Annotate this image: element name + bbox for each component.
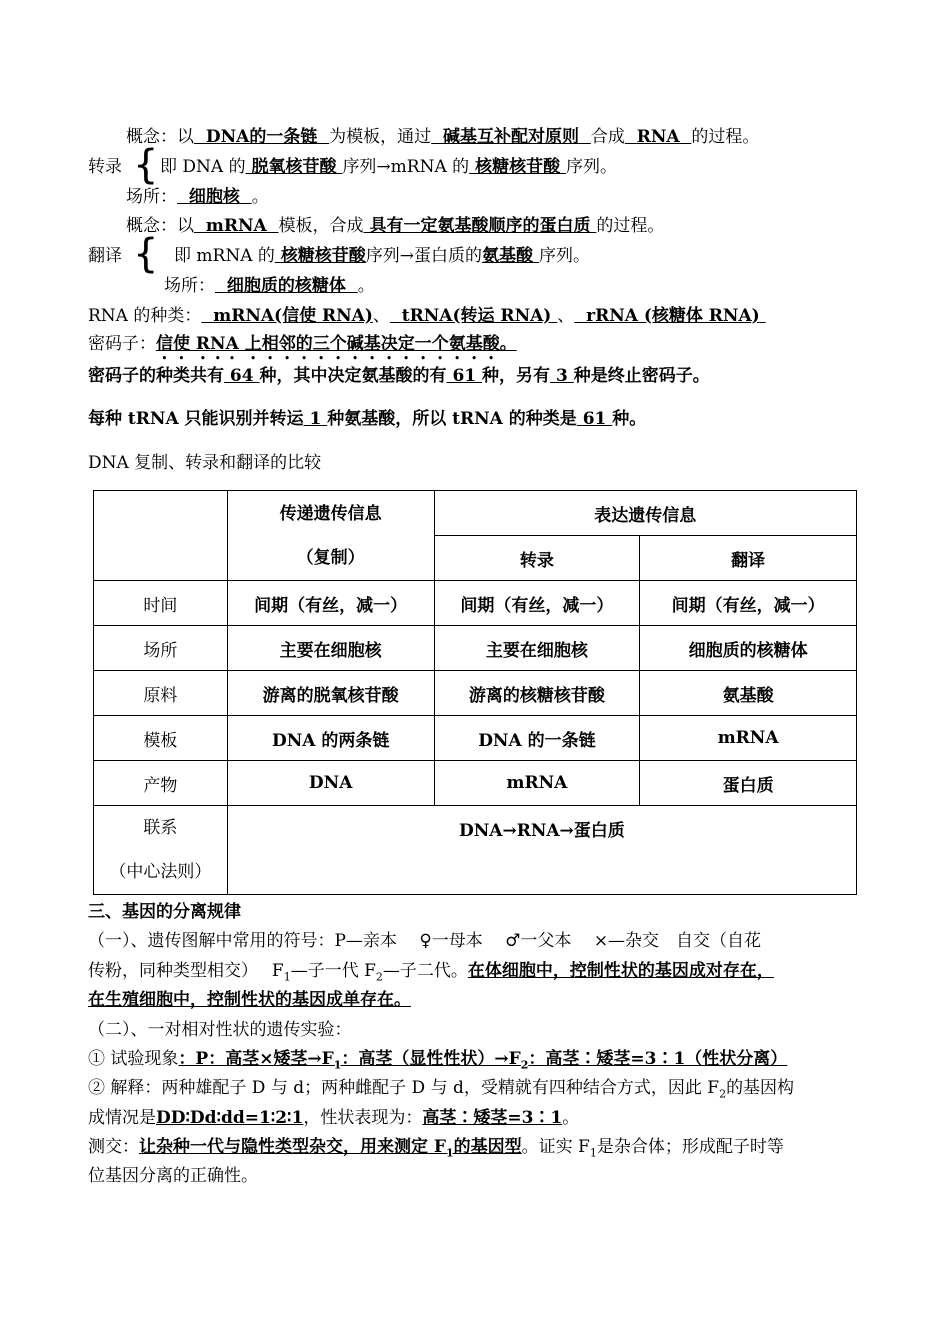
section3-testcross-line1: 测交：让杂种一代与隐性类型杂交，用来测定 $F_1$的基因型。证实 $F_1$是杂合体；形成配子时等 bbox=[88, 1137, 784, 1160]
cell-transcription: mRNA bbox=[434, 761, 640, 806]
header-transcription: 转录 bbox=[434, 536, 640, 581]
translation-label: 翻译 bbox=[88, 246, 122, 266]
section3-experiment-heading: （二）、一对相对性状的遗传实验： bbox=[88, 1020, 352, 1040]
section3-symbols-line1: （一）、遗传图解中常用的符号：P—亲本 ♀一母本 ♂一父本 ×—杂交 自交（自花 bbox=[88, 931, 762, 951]
transcription-site: 场所： 细胞核 。 bbox=[126, 187, 269, 207]
transcription-concept: 概念：以 DNA的一条链 为模板，通过 碱基互补配对原则 合成 RNA 的过程。 bbox=[126, 127, 760, 147]
cell-replication: 主要在细胞核 bbox=[227, 626, 434, 671]
cell-replication: DNA bbox=[227, 761, 434, 806]
cell-replication: 间期（有丝，减一） bbox=[227, 581, 434, 626]
section3-symbols-line3: 在生殖细胞中，控制性状的基因成单存在。 bbox=[88, 990, 411, 1010]
section3-title: 三、基因的分离规律 bbox=[88, 902, 241, 922]
codon-definition: 密码子：信使 RNA 上相邻的三个碱基决定一个氨基酸。 bbox=[88, 334, 517, 354]
header-translation: 翻译 bbox=[640, 536, 857, 581]
rna-types: RNA 的种类： mRNA(信使 RNA)、 tRNA(转运 RNA) 、 rRNA (核糖体 RNA) bbox=[88, 306, 760, 326]
transcription-label: 转录 bbox=[88, 157, 122, 177]
translation-site: 场所： 细胞质的核糖体 。 bbox=[164, 276, 375, 296]
cell-translation: 氨基酸 bbox=[640, 671, 857, 716]
header-pass-info: 传递遗传信息 （复制） bbox=[227, 491, 434, 581]
translation-brace: { bbox=[133, 231, 159, 277]
table-corner-cell bbox=[94, 491, 228, 581]
table-row bbox=[94, 761, 857, 806]
translation-sequence: 即 mRNA 的 核糖核苷酸序列→蛋白质的氨基酸 序列。 bbox=[174, 246, 590, 266]
cell-transcription: 游离的核糖核苷酸 bbox=[434, 671, 640, 716]
header-express-info: 表达遗传信息 bbox=[434, 491, 856, 536]
cell-translation: 细胞质的核糖体 bbox=[640, 626, 857, 671]
table-row bbox=[94, 626, 857, 671]
section3-phenomenon: ① 试验现象：P：高茎×矮茎$\to F_1$：高茎（显性性状）$\to F_2$：高茎∶矮茎=3∶1（性状分离） bbox=[88, 1049, 788, 1072]
row-label: 原料 bbox=[94, 671, 228, 716]
codon-count: 密码子的种类共有 64 种，其中决定氨基酸的有 61 种，另有 3 种是终止密码子。 bbox=[88, 366, 710, 386]
cell-replication: DNA 的两条链 bbox=[227, 716, 434, 761]
trna-statement: 每种 tRNA 只能识别并转运 1 种氨基酸，所以 tRNA 的种类是 61 种。 bbox=[88, 409, 647, 429]
translation-concept: 概念：以 mRNA 模板，合成 具有一定氨基酸顺序的蛋白质 的过程。 bbox=[126, 216, 665, 236]
cell-replication: 游离的脱氧核苷酸 bbox=[227, 671, 434, 716]
comparison-table bbox=[93, 490, 857, 895]
section3-explanation-line1: ② 解释：两种雄配子 D 与 d；两种雌配子 D 与 d，受精就有四种结合方式，因此 $F_2$的基因构 bbox=[88, 1078, 795, 1101]
table-row bbox=[94, 671, 857, 716]
table-row-link bbox=[94, 806, 857, 895]
transcription-sequence: 即 DNA 的 脱氧核苷酸 序列→mRNA 的 核糖核苷酸 序列。 bbox=[160, 157, 618, 177]
cell-transcription: DNA 的一条链 bbox=[434, 716, 640, 761]
row-label: 场所 bbox=[94, 626, 228, 671]
cell-translation: 蛋白质 bbox=[640, 761, 857, 806]
cell-central-dogma: DNA→RNA→蛋白质 bbox=[227, 806, 856, 895]
section3-explanation-line2: 成情况是DD∶Dd∶dd=1∶2∶1，性状表现为：高茎∶矮茎=3∶1。 bbox=[88, 1108, 580, 1128]
cell-translation: 间期（有丝，减一） bbox=[640, 581, 857, 626]
transcription-brace: { bbox=[133, 142, 159, 188]
section3-testcross-line2: 位基因分离的正确性。 bbox=[88, 1166, 258, 1186]
table-row bbox=[94, 581, 857, 626]
cell-transcription: 主要在细胞核 bbox=[434, 626, 640, 671]
cell-translation: mRNA bbox=[640, 716, 857, 761]
row-label: 联系 （中心法则） bbox=[94, 806, 228, 895]
table-title: DNA 复制、转录和翻译的比较 bbox=[88, 453, 322, 473]
row-label: 产物 bbox=[94, 761, 228, 806]
table-row bbox=[94, 716, 857, 761]
row-label: 模板 bbox=[94, 716, 228, 761]
section3-symbols-line2: 传粉，同种类型相交） $F_1—$子一代 $F_2—$子二代。在体细胞中，控制性状的基因成对存在， bbox=[88, 961, 774, 984]
cell-transcription: 间期（有丝，减一） bbox=[434, 581, 640, 626]
row-label: 时间 bbox=[94, 581, 228, 626]
